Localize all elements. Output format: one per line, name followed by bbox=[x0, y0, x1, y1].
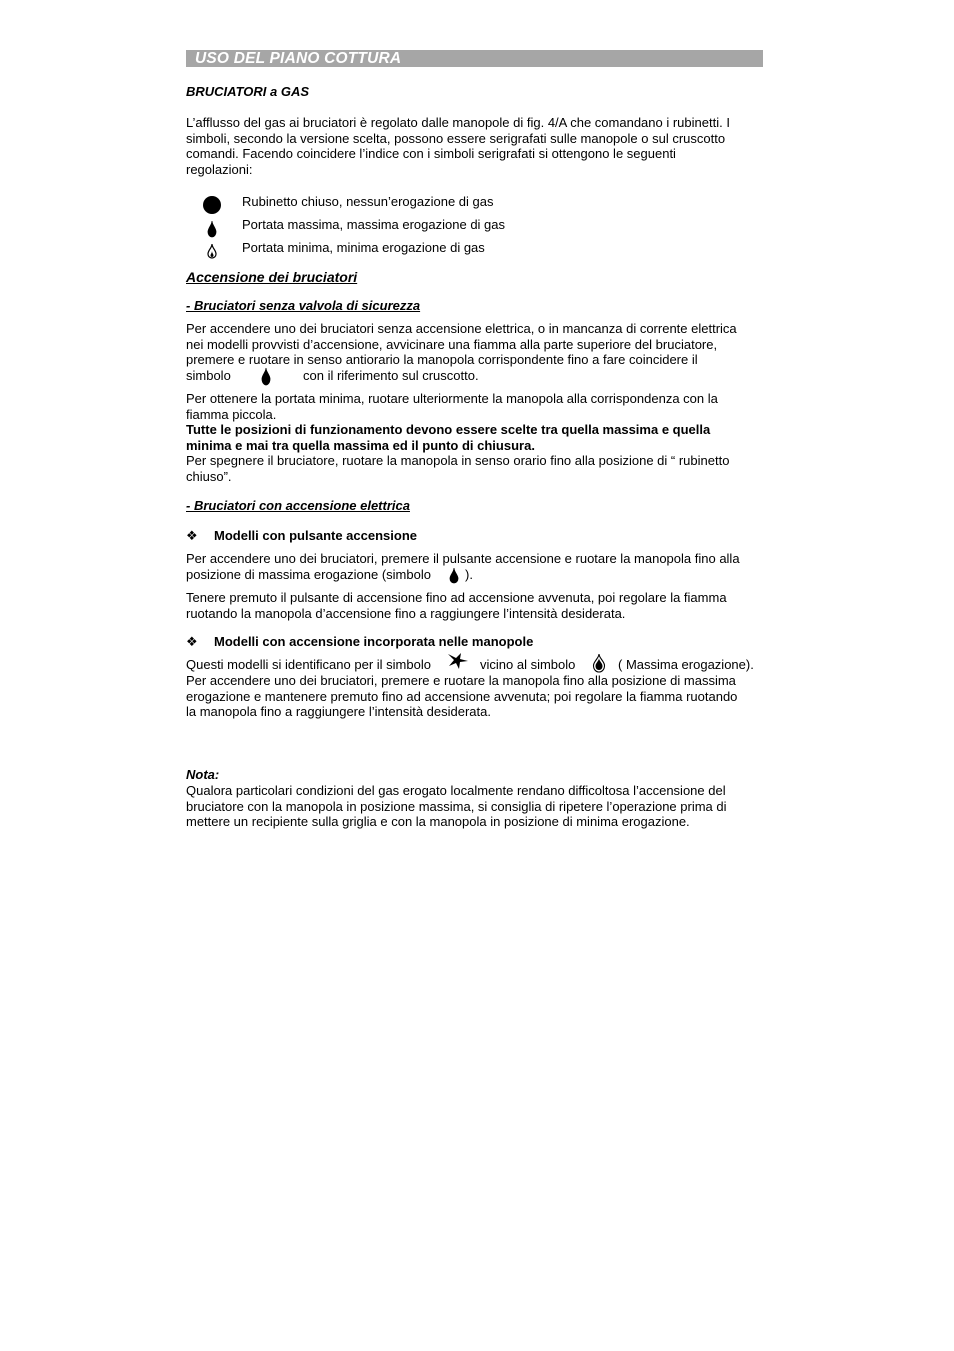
model2-title: Modelli con accensione incorporata nelle manopole bbox=[214, 634, 534, 649]
text-line: Questi modelli si identificano per il simbolo bbox=[186, 657, 431, 672]
text-line: chiuso”. bbox=[186, 468, 232, 484]
diamond-bullet-icon: ❖ bbox=[186, 528, 198, 543]
no-valve-title: - Bruciatori senza valvola di sicurezza bbox=[186, 298, 421, 313]
large-flame-icon bbox=[591, 653, 607, 673]
model1-paragraph-1 bbox=[186, 551, 740, 567]
text-line: erogazione e mantenere premuto fino ad accensione avvenuta; poi regolare la fiamma ruotando bbox=[186, 688, 738, 704]
symbol-max-label: Portata massima, massima erogazione di gas bbox=[242, 217, 506, 232]
text-line: Qualora particolari condizioni del gas erogato localmente rendano difficoltosa l’accensione del bbox=[186, 783, 726, 798]
symbol-min-label: Portata minima, minima erogazione di gas bbox=[242, 240, 485, 255]
reference-text: con il riferimento sul cruscotto. bbox=[303, 368, 479, 383]
text-line: premere e ruotare in senso antiorario la manopola corrispondente fino a fare coincidere il bbox=[186, 352, 698, 368]
text-line: Per accendere uno dei bruciatori, premere e ruotare la manopola fino alla posizione di massima bbox=[186, 673, 736, 688]
text-line: bruciatore con la manopola in posizione massima, si consiglia di ripetere l’operazione prima di bbox=[186, 798, 727, 814]
text-line: posizione di massima erogazione (simbolo bbox=[186, 567, 431, 582]
large-flame-icon bbox=[260, 367, 272, 386]
gas-intro-paragraph bbox=[186, 115, 730, 177]
text-line: L’afflusso del gas ai bruciatori è regolato dalle manopole di fig. 4/A che comandano i rubinetti. I bbox=[186, 115, 730, 130]
gas-burners-title: BRUCIATORI a GAS bbox=[186, 84, 310, 99]
closed-tap-icon bbox=[202, 195, 222, 215]
text-line-bold: Tutte le posizioni di funzionamento devono essere scelte tra quella massima e quella bbox=[186, 422, 711, 438]
text-line: mettere un recipiente sulla griglia e con la manopola in posizione di minima erogazione. bbox=[186, 814, 690, 830]
text-line: comandi. Facendo coincidere l’indice con i simboli serigrafati si ottengono le seguenti bbox=[186, 146, 676, 162]
model2-paragraph bbox=[186, 673, 737, 720]
electric-ignition-title: - Bruciatori con accensione elettrica bbox=[186, 498, 410, 513]
symbol-word: simbolo bbox=[186, 368, 231, 383]
text-line: Per accendere uno dei bruciatori, premere il pulsante accensione e ruotare la manopola fino alla bbox=[186, 551, 740, 566]
text-line: simboli, secondo la versione scelta, possono essere serigrafati sulle manopole o sul cruscotto bbox=[186, 130, 726, 146]
text-line: regolazioni: bbox=[186, 161, 253, 177]
spark-icon bbox=[447, 652, 469, 670]
small-flame-icon bbox=[206, 243, 218, 259]
text-line: fiamma piccola. bbox=[186, 406, 277, 422]
model1-title: Modelli con pulsante accensione bbox=[214, 528, 417, 543]
text-line: nei modelli provvisti d’accensione, avvicinare una fiamma alla parte superiore del bruciatore, bbox=[186, 336, 718, 352]
section-header-title: USO DEL PIANO COTTURA bbox=[195, 50, 402, 67]
text-line: vicino al simbolo bbox=[480, 657, 576, 672]
text-line: ruotando la manopola d’accensione fino a raggiungere l’intensità desiderata. bbox=[186, 605, 626, 621]
model1-paragraph-2 bbox=[186, 590, 727, 621]
section-header-bar bbox=[186, 50, 763, 67]
text-line: ( Massima erogazione). bbox=[618, 657, 754, 672]
note-paragraph bbox=[186, 783, 727, 830]
text-line: Per ottenere la portata minima, ruotare ulteriormente la manopola alla corrispondenza con la bbox=[186, 391, 718, 406]
text-line-bold: minima e mai tra quella massima ed il punto di chiusura. bbox=[186, 437, 535, 453]
no-valve-paragraph-1 bbox=[186, 321, 737, 368]
large-flame-icon bbox=[448, 567, 460, 584]
text-line: ). bbox=[465, 567, 473, 582]
note-title: Nota: bbox=[186, 767, 220, 782]
ignition-title: Accensione dei bruciatori bbox=[186, 269, 358, 285]
text-line: la manopola fino a raggiungere l’intensità desiderata. bbox=[186, 704, 491, 720]
symbol-closed-label: Rubinetto chiuso, nessun’erogazione di gas bbox=[242, 194, 494, 209]
no-valve-paragraph-2 bbox=[186, 391, 729, 485]
text-line: Per spegnere il bruciatore, ruotare la manopola in senso orario fino alla posizione di “ rubinetto bbox=[186, 453, 730, 469]
large-flame-icon bbox=[206, 220, 218, 238]
text-line: Per accendere uno dei bruciatori senza accensione elettrica, o in mancanza di corrente elettrica bbox=[186, 321, 737, 336]
text-line: Tenere premuto il pulsante di accensione fino ad accensione avvenuta, poi regolare la fiamma bbox=[186, 590, 727, 605]
diamond-bullet-icon: ❖ bbox=[186, 634, 198, 649]
